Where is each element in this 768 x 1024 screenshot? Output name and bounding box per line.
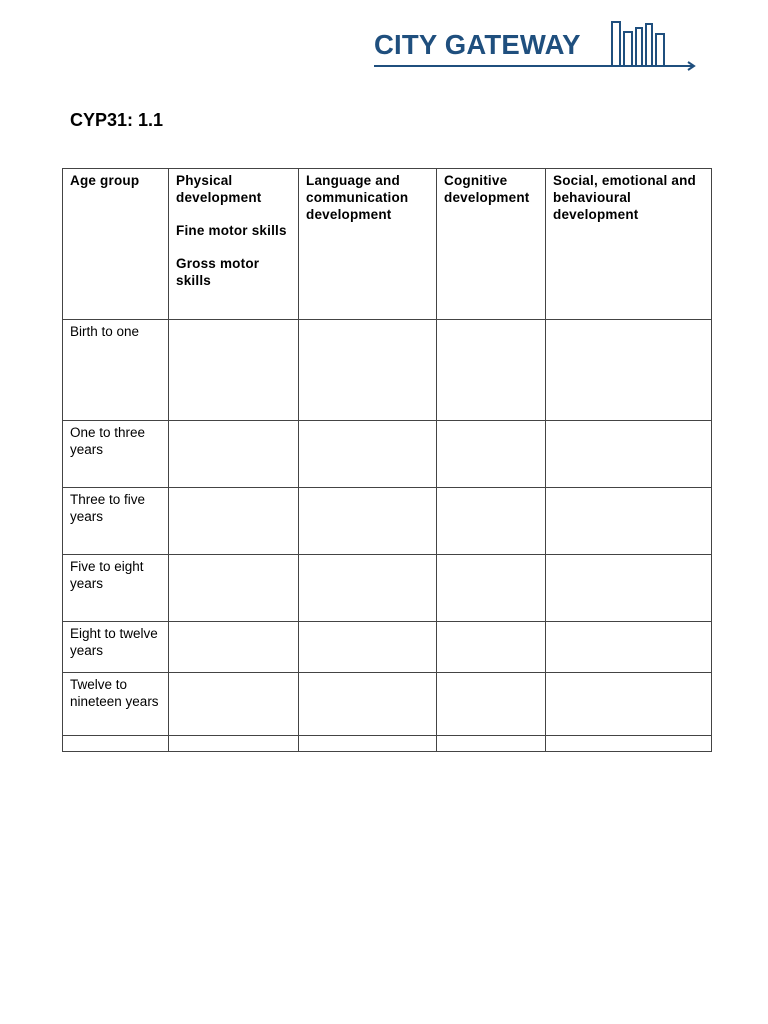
empty-cell[interactable] [546,622,712,673]
empty-cell[interactable] [546,736,712,752]
brand-name: CITY GATEWAY [374,29,581,60]
empty-cell[interactable] [546,555,712,622]
age-group-cell [63,736,169,752]
empty-cell[interactable] [299,320,437,421]
header-age-group: Age group [63,169,169,320]
header-gross-motor: Gross motor skills [176,256,260,288]
table-row [63,421,712,488]
table-row [63,736,712,752]
header-fine-motor: Fine motor skills [176,223,287,238]
empty-cell[interactable] [169,488,299,555]
empty-cell[interactable] [299,421,437,488]
age-group-cell: Five to eight years [63,555,169,622]
empty-cell[interactable] [437,488,546,555]
empty-cell[interactable] [169,320,299,421]
header-language: Language and communication development [299,169,437,320]
empty-cell[interactable] [437,736,546,752]
empty-cell[interactable] [169,622,299,673]
header-physical [169,169,299,320]
header-physical-label: Physical development [176,173,262,205]
age-group-cell: Three to five years [63,488,169,555]
development-table [62,168,712,752]
age-group-cell: One to three years [63,421,169,488]
empty-cell[interactable] [437,555,546,622]
empty-cell[interactable] [299,673,437,736]
empty-cell[interactable] [169,555,299,622]
empty-cell[interactable] [546,421,712,488]
empty-cell[interactable] [546,488,712,555]
header-row [63,169,712,320]
empty-cell[interactable] [169,736,299,752]
empty-cell[interactable] [437,421,546,488]
document-title: CYP31: 1.1 [70,110,164,130]
age-group-cell: Twelve to nineteen years [63,673,169,736]
empty-cell[interactable] [437,320,546,421]
table-row [63,622,712,673]
empty-cell[interactable] [299,488,437,555]
header-social: Social, emotional and behavioural development [546,169,712,320]
table-row [63,673,712,736]
empty-cell[interactable] [437,622,546,673]
empty-cell[interactable] [299,736,437,752]
table-row [63,488,712,555]
table-row [63,555,712,622]
table-row [63,320,712,421]
empty-cell[interactable] [546,320,712,421]
empty-cell[interactable] [169,421,299,488]
empty-cell[interactable] [299,622,437,673]
age-group-cell: Birth to one [63,320,169,421]
city-gateway-logo [372,18,702,72]
empty-cell[interactable] [546,673,712,736]
empty-cell[interactable] [437,673,546,736]
empty-cell[interactable] [169,673,299,736]
empty-cell[interactable] [299,555,437,622]
header-cognitive: Cognitive development [437,169,546,320]
age-group-cell: Eight to twelve years [63,622,169,673]
